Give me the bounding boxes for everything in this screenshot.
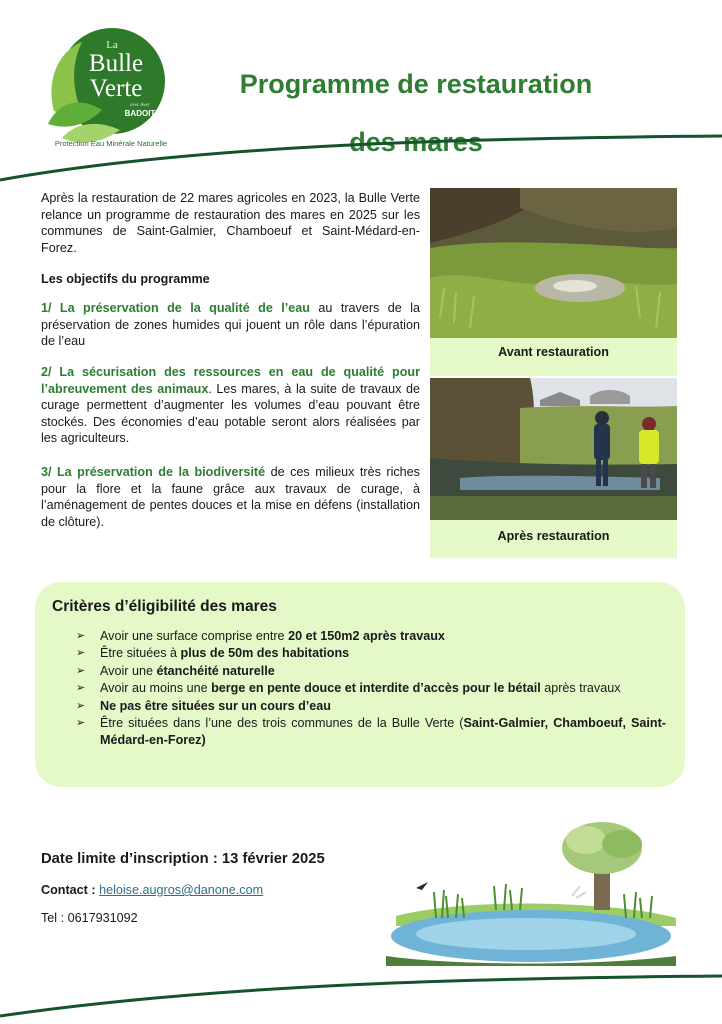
- criteria-item: [76, 680, 666, 697]
- arrow-bullet-icon: ➢: [76, 647, 86, 660]
- objective-item: [41, 364, 420, 447]
- criteria-emphasis: berge en pente douce et interdite d’accès pour le bétail: [211, 681, 541, 696]
- criteria-text: Avoir une: [100, 663, 157, 678]
- criteria-emphasis: étanchéité naturelle: [156, 663, 275, 678]
- criteria-item: [76, 663, 666, 680]
- title-line-1: Programme de restauration: [239, 69, 593, 99]
- photo-caption-before: Avant restauration: [430, 338, 677, 376]
- svg-text:Bulle: Bulle: [88, 50, 144, 77]
- contact-line: [41, 883, 263, 897]
- arrow-bullet-icon: ➢: [76, 717, 86, 730]
- objective-item: [41, 300, 420, 350]
- svg-text:BADOIT: BADOIT: [124, 109, 156, 118]
- svg-text:Verte: Verte: [89, 75, 143, 102]
- criteria-text: Avoir au moins une: [100, 681, 212, 696]
- criteria-emphasis: 20 et 150m2 après travaux: [288, 629, 445, 643]
- contact-email-link[interactable]: heloise.augros@danone.com: [99, 883, 264, 897]
- arrow-bullet-icon: ➢: [76, 682, 86, 695]
- arrow-bullet-icon: ➢: [76, 630, 86, 642]
- criteria-title: Critères d’éligibilité des mares: [52, 598, 277, 615]
- arrow-bullet-icon: ➢: [76, 699, 86, 712]
- criteria-emphasis: plus de 50m des habitations: [180, 646, 350, 661]
- footer-divider-curve: [0, 972, 722, 1024]
- objective-highlight: 1/ La préservation de la qualité de l’eau: [41, 301, 310, 315]
- contact-label: Contact :: [41, 883, 100, 897]
- criteria-text: après travaux: [540, 681, 621, 696]
- criteria-item: [76, 698, 666, 715]
- objective-highlight: 2/ La sécurisation des ressources en eau de qualité pour l’abreuvement des animaux: [41, 365, 420, 396]
- svg-text:La: La: [106, 39, 118, 51]
- objectives-heading: Les objectifs du programme: [41, 272, 210, 286]
- criteria-item: [76, 628, 666, 645]
- criteria-item: [76, 715, 666, 750]
- logo-tagline: Protection Eau Minérale Naturelle: [54, 139, 168, 148]
- criteria-text: Être situées à: [100, 646, 181, 661]
- pond-illustration: [376, 806, 681, 966]
- svg-text:avec Avec: avec Avec: [130, 103, 150, 108]
- objective-text: au travers de la préservation de zones humides qui jouent un rôle dans l’épuration de l’eau: [41, 301, 421, 349]
- criteria-emphasis: Saint-Galmier, Chamboeuf, Saint-Médard-en-Forez): [100, 716, 666, 748]
- photo-before-restoration: [430, 188, 677, 338]
- objective-highlight: 3/ La préservation de la biodiversité: [41, 465, 266, 479]
- registration-deadline: Date limite d’inscription : 13 février 2025: [41, 851, 325, 867]
- photo-after-restoration: [430, 378, 677, 520]
- arrow-bullet-icon: ➢: [76, 664, 86, 677]
- criteria-item: [76, 645, 666, 662]
- criteria-text: Avoir une surface comprise entre: [100, 629, 289, 643]
- criteria-list: [76, 628, 666, 750]
- title-line-2: des mares: [349, 127, 483, 157]
- objective-text: . Les mares, à la suite de travaux de curage permettent d’augmenter les volumes d’eau pouvant être stockés. Des économies d’eau potable seront alors réalisées par les agriculteurs.: [41, 381, 420, 446]
- criteria-emphasis: Ne pas être situées sur un cours d’eau: [100, 698, 331, 713]
- objective-text: de ces milieux très riches pour la flore et la faune grâce aux travaux de curage, à l’aménagement de pentes douces et la mise en défens (installation de clôture).: [41, 465, 420, 529]
- header-divider-curve: [0, 134, 722, 184]
- la-bulle-verte-logo: [36, 26, 186, 151]
- objective-item: [41, 464, 420, 530]
- intro-paragraph: Après la restauration de 22 mares agricoles en 2023, la Bulle Verte relance un programme de restauration des mares en 2025 sur les communes de Saint-Galmier, Chamboeuf et Saint-Médard-en-Forez.: [41, 191, 420, 255]
- criteria-text: Être situées dans l’une des trois communes de la Bulle Verte (: [100, 716, 464, 731]
- photo-caption-after: Après restauration: [430, 520, 677, 558]
- telephone: Tel : 0617931092: [41, 911, 138, 925]
